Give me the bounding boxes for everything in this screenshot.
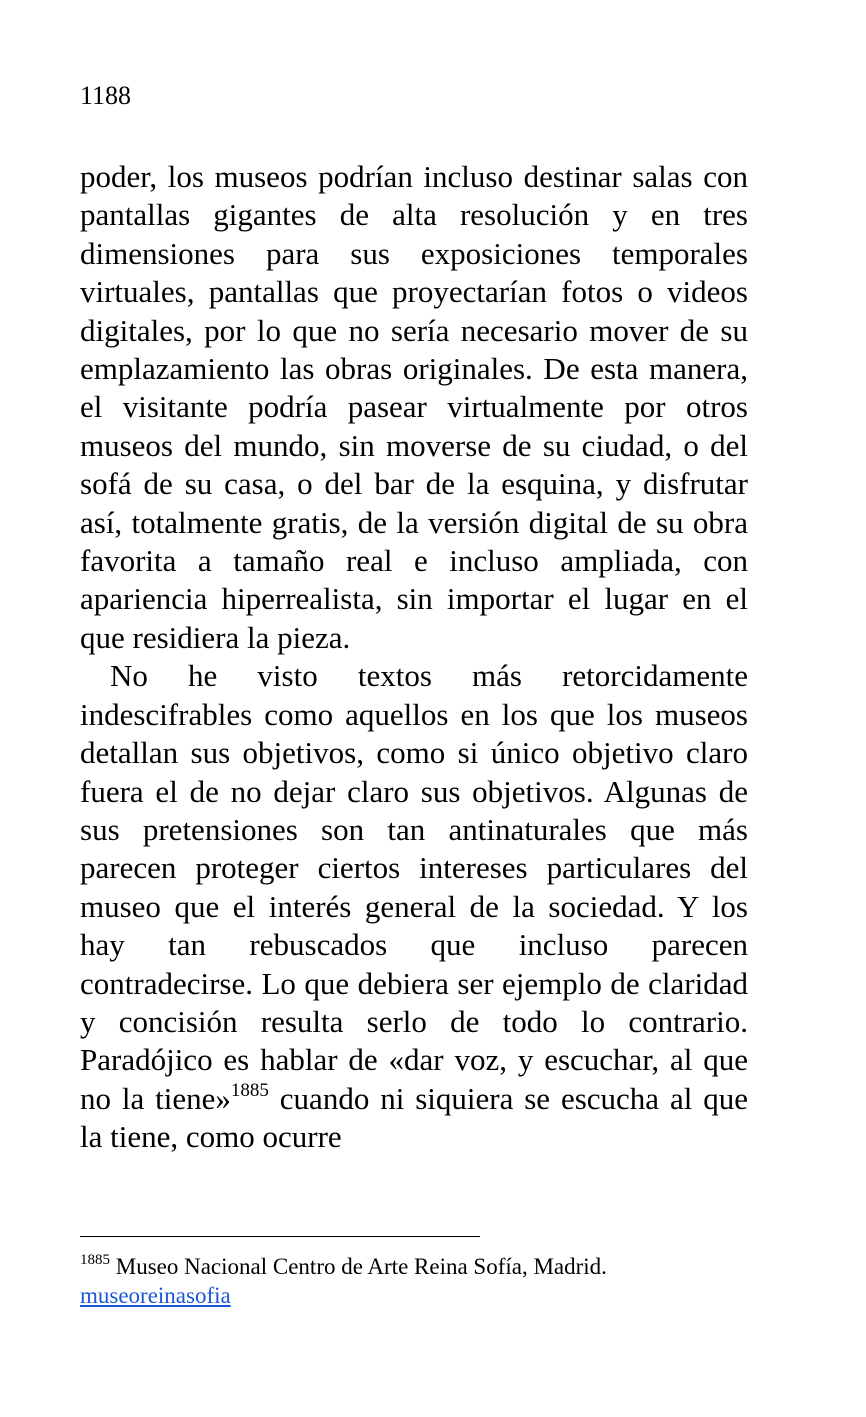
paragraph-2 xyxy=(80,657,748,1156)
footnote-link[interactable]: museoreinasofia xyxy=(80,1283,231,1308)
body-text xyxy=(80,158,748,1157)
page-number: 1188 xyxy=(80,81,132,110)
paragraph-2-text-before-ref: No he visto textos más retorcidamente indescifrables como aquellos en los que los museos detallan sus objetivos, como si único objetivo claro fuera el de no dejar claro sus objetivos. Algunas de sus pretensiones son tan antinaturales que más parecen proteger ciertos intereses particulares del museo que el interés general de la sociedad. Y los hay tan rebuscados que incluso parecen contradecirse. Lo que debiera ser ejemplo de claridad y concisión resulta serlo de todo lo contrario. Paradójico es hablar de «dar voz, y escuchar, al que no la tiene» xyxy=(80,658,748,1116)
paragraph-1: poder, los museos podrían incluso destinar salas con pantallas gigantes de alta resolución y en tres dimensiones para sus exposiciones temporales virtuales, pantallas que proyectarían fotos o videos digitales, por lo que no sería necesario mover de su emplazamiento las obras originales. De esta manera, el visitante podría pasear virtualmente por otros museos del mundo, sin moverse de su ciudad, o del sofá de su casa, o del bar de la esquina, y disfrutar así, totalmente gratis, de la versión digital de su obra favorita a tamaño real e incluso ampliada, con apariencia hiperrealista, sin importar el lugar en el que residiera la pieza. xyxy=(80,159,748,655)
footnote-reference[interactable]: 1885 xyxy=(230,1079,269,1101)
paragraph-2-text-after-ref: cuando ni siquiera se escucha al que la tiene, como ocurre xyxy=(80,1080,748,1155)
footnote-text: Museo Nacional Centro de Arte Reina Sofía, Madrid. xyxy=(110,1254,607,1279)
footnote-divider xyxy=(80,1236,480,1237)
footnote-number: 1885 xyxy=(80,1252,110,1268)
footnote xyxy=(80,1252,780,1310)
